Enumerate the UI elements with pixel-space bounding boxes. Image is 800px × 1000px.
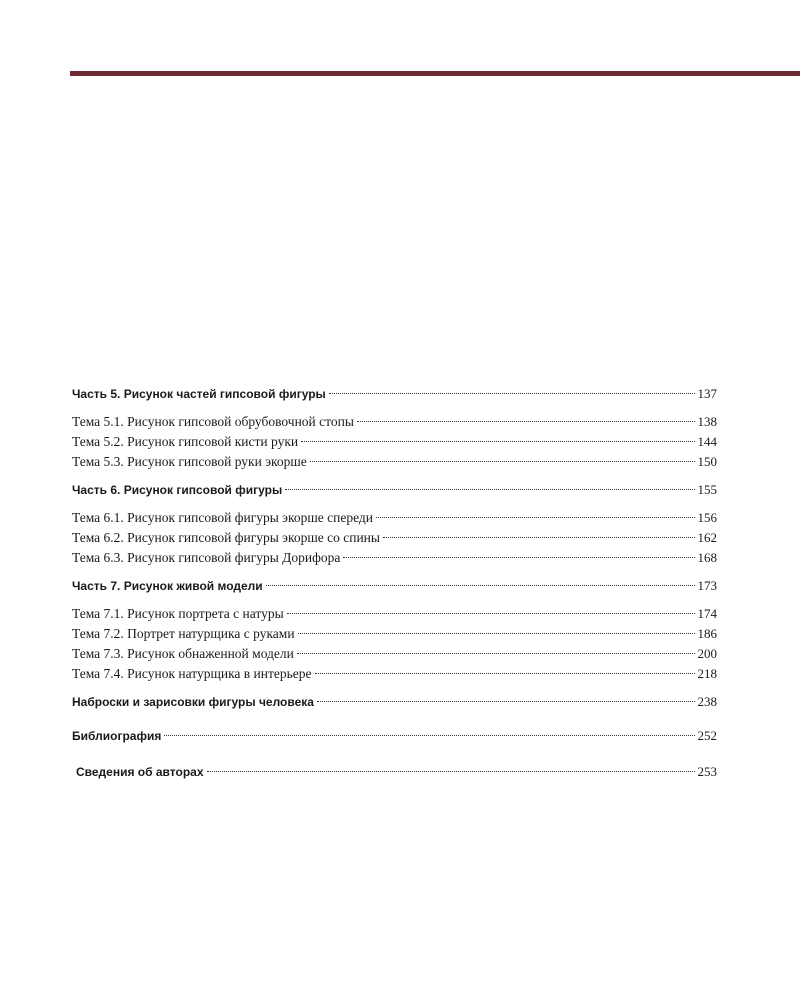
toc-part-5[interactable] xyxy=(72,384,717,404)
toc-topic-7-4[interactable] xyxy=(72,664,717,684)
toc-topic-label: Тема 6.3. Рисунок гипсовой фигуры Дорифора xyxy=(72,550,341,565)
toc-topic-label: Тема 7.2. Портрет натурщика с руками xyxy=(72,626,295,641)
toc-page-number: 138 xyxy=(697,414,717,429)
toc-topic-label: Тема 7.1. Рисунок портрета с натуры xyxy=(72,606,284,621)
dot-leader xyxy=(343,557,694,558)
toc-page-number: 156 xyxy=(697,510,717,525)
toc-page-number: 144 xyxy=(697,434,717,449)
dot-leader xyxy=(357,421,695,422)
toc-topic-label: Тема 5.1. Рисунок гипсовой обрубовочной стопы xyxy=(72,414,354,429)
dot-leader xyxy=(287,613,695,614)
toc-bibliography[interactable] xyxy=(72,726,717,746)
toc-page-number: 155 xyxy=(697,482,717,497)
toc-topic-label: Тема 7.4. Рисунок натурщика в интерьере xyxy=(72,666,312,681)
toc-topic-6-1[interactable] xyxy=(72,508,717,528)
toc-part-label: Наброски и зарисовки фигуры человека xyxy=(72,695,314,709)
toc-about-authors[interactable] xyxy=(72,762,717,782)
dot-leader xyxy=(285,489,694,490)
toc-topic-6-2[interactable] xyxy=(72,528,717,548)
toc-sketches[interactable] xyxy=(72,692,717,712)
dot-leader xyxy=(297,653,695,654)
toc-topic-5-3[interactable] xyxy=(72,452,717,472)
dot-leader xyxy=(207,771,695,772)
toc-page-number: 238 xyxy=(697,694,717,709)
dot-leader xyxy=(383,537,695,538)
dot-leader xyxy=(310,461,695,462)
toc-topic-7-1[interactable] xyxy=(72,604,717,624)
dot-leader xyxy=(329,393,695,394)
toc-topic-label: Тема 7.3. Рисунок обнаженной модели xyxy=(72,646,294,661)
dot-leader xyxy=(317,701,695,702)
dot-leader xyxy=(298,633,695,634)
dot-leader xyxy=(315,673,695,674)
toc-page-number: 186 xyxy=(697,626,717,641)
toc-page-number: 253 xyxy=(697,764,717,779)
toc-topic-6-3[interactable] xyxy=(72,548,717,568)
toc-topic-label: Тема 5.3. Рисунок гипсовой руки экорше xyxy=(72,454,307,469)
toc-topic-label: Тема 6.1. Рисунок гипсовой фигуры экорше спереди xyxy=(72,510,373,525)
table-of-contents xyxy=(72,384,717,782)
toc-topic-label: Тема 6.2. Рисунок гипсовой фигуры экорше со спины xyxy=(72,530,380,545)
toc-part-6[interactable] xyxy=(72,480,717,500)
toc-part-label: Сведения об авторах xyxy=(76,765,204,779)
toc-part-label: Библиография xyxy=(72,729,162,743)
toc-page-number: 174 xyxy=(697,606,717,621)
toc-part-label: Часть 6. Рисунок гипсовой фигуры xyxy=(72,483,283,497)
dot-leader xyxy=(301,441,694,442)
toc-page-number: 252 xyxy=(697,728,717,743)
header-rule xyxy=(70,71,800,76)
toc-topic-5-2[interactable] xyxy=(72,432,717,452)
toc-page-number: 137 xyxy=(697,386,717,401)
toc-topic-5-1[interactable] xyxy=(72,412,717,432)
toc-page-number: 150 xyxy=(697,454,717,469)
toc-page-number: 173 xyxy=(697,578,717,593)
toc-page-number: 162 xyxy=(697,530,717,545)
toc-part-label: Часть 5. Рисунок частей гипсовой фигуры xyxy=(72,387,326,401)
toc-page-number: 218 xyxy=(697,666,717,681)
toc-part-7[interactable] xyxy=(72,576,717,596)
toc-page-number: 168 xyxy=(697,550,717,565)
dot-leader xyxy=(164,735,694,736)
toc-topic-7-3[interactable] xyxy=(72,644,717,664)
toc-part-label: Часть 7. Рисунок живой модели xyxy=(72,579,263,593)
toc-topic-label: Тема 5.2. Рисунок гипсовой кисти руки xyxy=(72,434,299,449)
toc-topic-7-2[interactable] xyxy=(72,624,717,644)
dot-leader xyxy=(266,585,695,586)
dot-leader xyxy=(376,517,695,518)
toc-page-number: 200 xyxy=(697,646,717,661)
